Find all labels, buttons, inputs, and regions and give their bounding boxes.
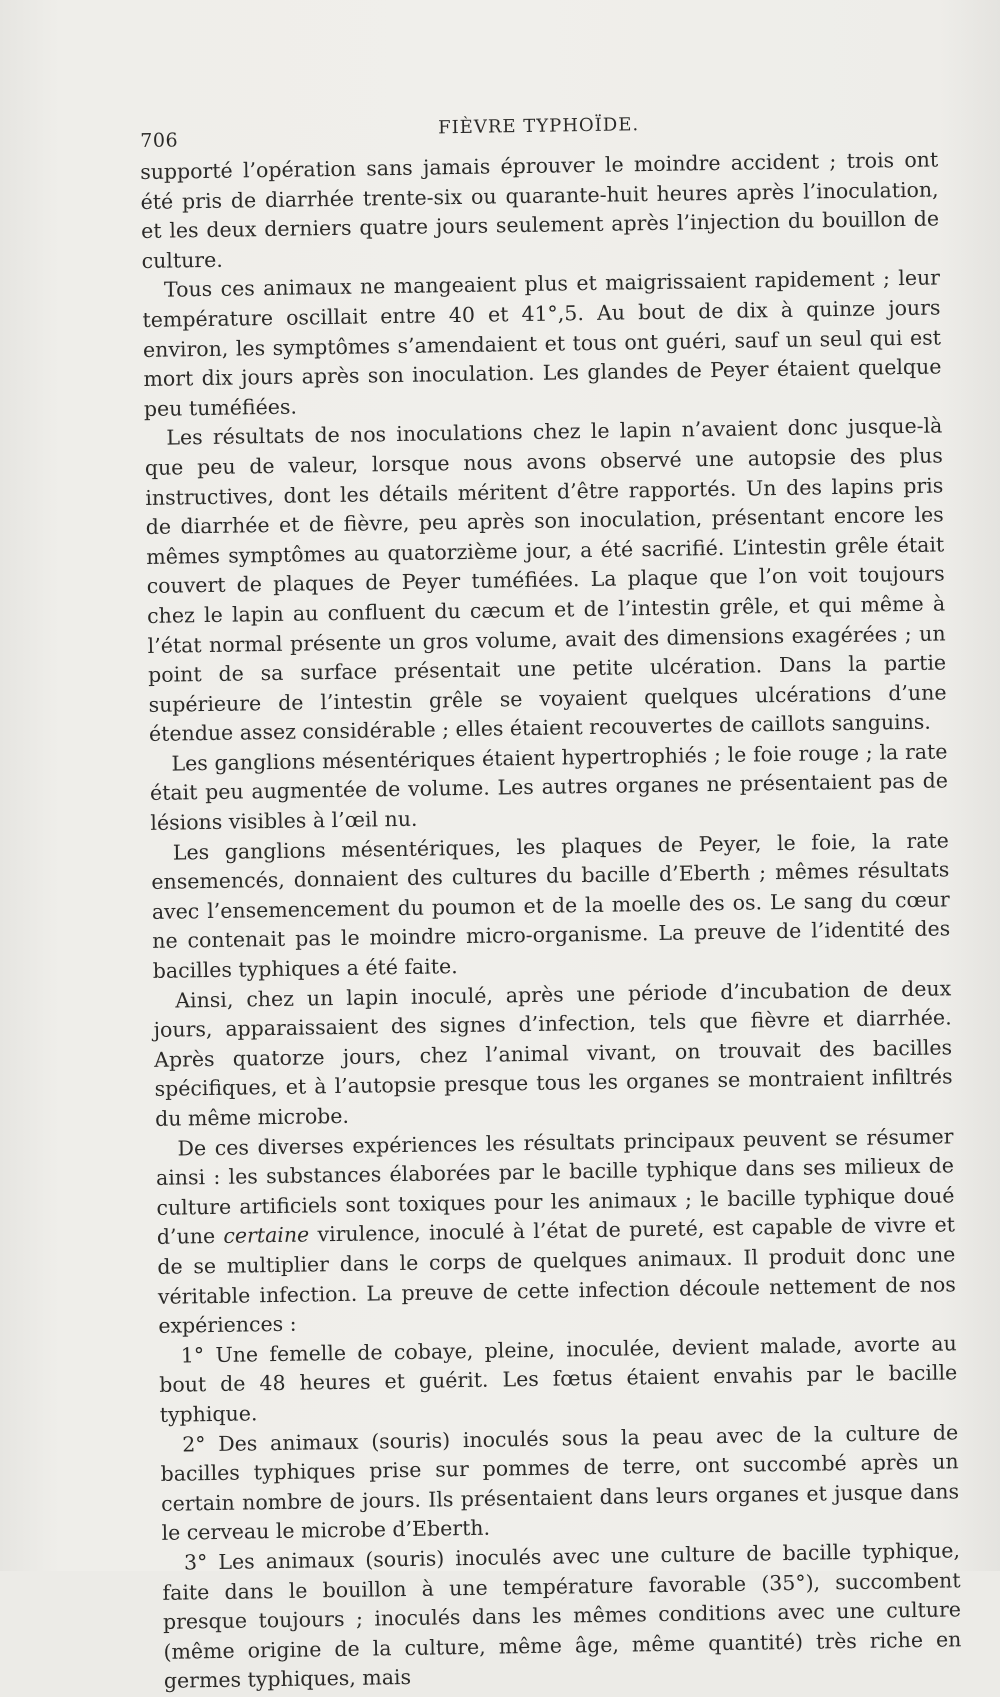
italic-word: certaine xyxy=(223,1222,310,1249)
paragraph-2: Tous ces animaux ne mangeaient plus et maigrissaient rapidement ; leur température oscillait entre 40 et 41°,5. Au bout de dix à quinze jours environ, les symptômes s’amendaient et tous ont guéri, sauf un seul qui est mort dix jours après son inoculation. Les glandes de Peyer étaient quelque peu tuméfiées. xyxy=(142,265,942,421)
paragraph-5: Les ganglions mésentériques, les plaques de Peyer, le foie, la rate ensemencés, donnaient des cultures du bacille d’Eberth ; mêmes résultats avec l’ensemencement du poumon et de la moelle des os. Le sang du cœur ne contenait pas le moindre micro-organisme. La preuve de l’identité des bacilles typhiques a été faite. xyxy=(151,828,951,983)
paragraph-9: 2° Des animaux (souris) inoculés sous la peau avec de la culture de bacilles typhiques prise sur pommes de terre, ont succombé après un certain nombre de jours. Ils présentaient dans leurs organes et jusque dans le cerveau le microbe d’Eberth. xyxy=(160,1419,960,1546)
paragraph-7 xyxy=(155,1122,956,1342)
paragraph-10: 3° Les animaux (souris) inoculés avec une culture de bacille typhique, faite dans le bouillon à une température favorable (35°), succombent presque toujours ; inoculés dans les mêmes conditions avec une culture (même origine de la culture, même âge, même quantité) très riche en germes typhiques, mais xyxy=(162,1538,962,1694)
running-title: FIÈVRE TYPHOÏDE. xyxy=(437,114,640,139)
paragraph-8: 1° Une femelle de cobaye, pleine, inoculée, devient malade, avorte au bout de 48 heures et guérit. Les fœtus étaient envahis par le bacille typhique. xyxy=(159,1331,958,1427)
page-header xyxy=(140,109,940,152)
page-number: 706 xyxy=(140,129,179,152)
body-text xyxy=(140,145,962,1696)
paragraph-6: Ainsi, chez un lapin inoculé, après une période d’incubation de deux jours, apparaissaient des signes d’infection, tels que fièvre et diarrhée. Après quatorze jours, chez l’animal vivant, on trouvait des bacilles spécifiques, et à l’autopsie presque tous les organes se montraient infiltrés du même microbe. xyxy=(153,975,953,1131)
paragraph-7-part-1: De ces diverses expériences les résultats principaux peuvent se résumer ainsi : les substances élaborées par le bacille typhique dans ses milieux de culture artificiels sont toxiques pour les animaux ; le bacille typhique doué d’une xyxy=(155,1123,955,1250)
paragraph-4: Les ganglions mésentériques étaient hypertrophiés ; le foie rouge ; la rate était peu augmentée de volume. Les autres organes ne présentaient pas de lésions visibles à l’œil nu. xyxy=(149,739,949,835)
paragraph-3: Les résultats de nos inoculations chez le lapin n’avaient donc jusque-là que peu de valeur, lorsque nous avons observé une autopsie des plus instructives, dont les détails méritent d’être rapportés. Un des lapins pris de diarrhée et de fièvre, peu après son inoculation, présentant encore les mêmes symptômes au quatorzième jour, a été sacrifié. L’intestin grêle était couvert de plaques de Peyer tuméfiées. La plaque que l’on voit toujours chez le lapin au confluent du cæcum et de l’intestin grêle, et qui même à l’état normal présente un gros volume, avait des dimensions exagérées ; un point de sa surface présentait une petite ulcération. Dans la partie supérieure de l’intestin grêle se voyaient quelques ulcérations d’une étendue assez considérable ; elles étaient recouvertes de caillots sanguins. xyxy=(144,413,947,747)
paragraph-7-part-2: virulence, inoculé à l’état de pureté, est capable de vivre et de se multiplier dans le corps de quelques animaux. Il produit donc une véritable infection. La preuve de cette infection découle nettement de nos expériences : xyxy=(157,1212,956,1339)
paragraph-1: supporté l’opération sans jamais éprouver le moindre accident ; trois ont été pris de diarrhée trente-six ou quarante-huit heures après l’inoculation, et les deux derniers quatre jours seulement après l’injection du bouillon de culture. xyxy=(140,147,940,273)
